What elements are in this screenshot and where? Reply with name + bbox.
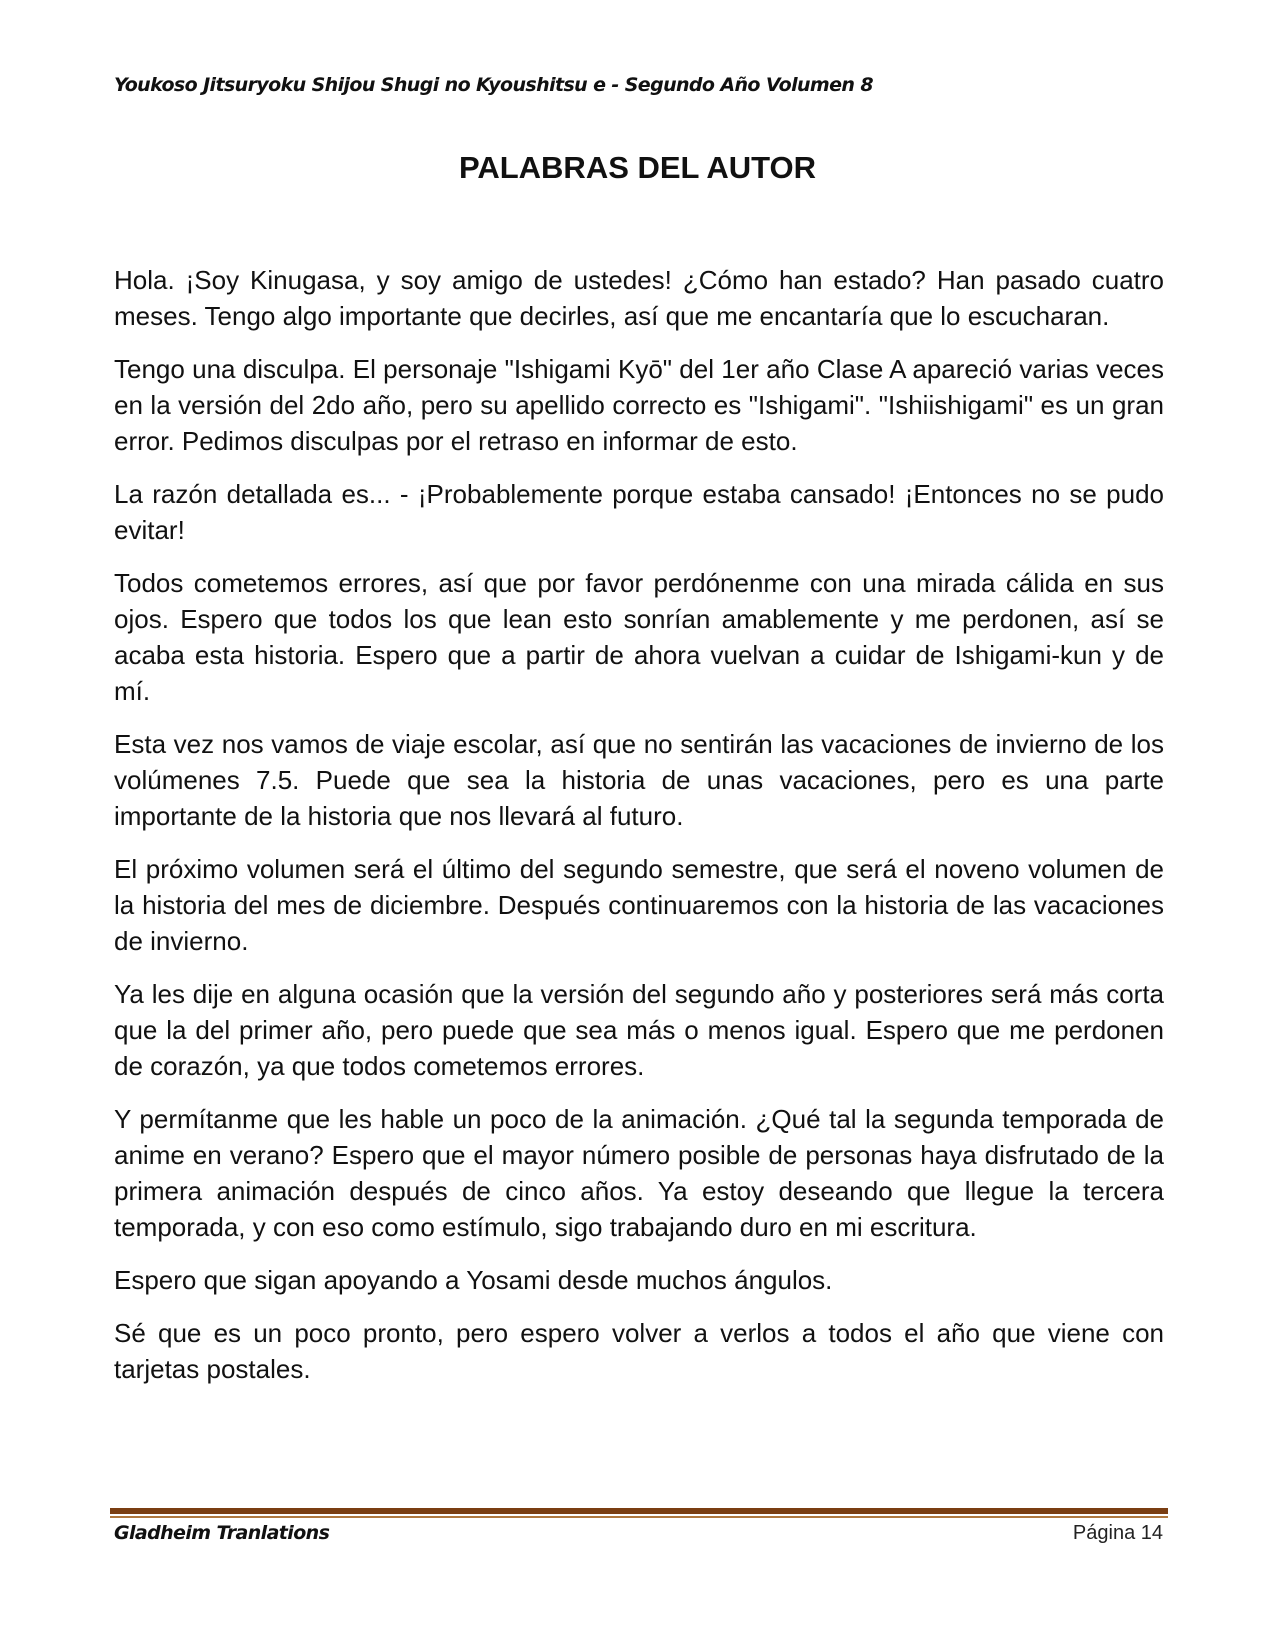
paragraph: La razón detallada es... - ¡Probablemente porque estaba cansado! ¡Entonces no se pudo evitar!: [114, 479, 1164, 545]
footer-divider: [110, 1508, 1168, 1518]
paragraph: Esta vez nos vamos de viaje escolar, así que no sentirán las vacaciones de invierno de los volúmenes 7.5. Puede que sea la historia de unas vacaciones, pero es una parte importante de la historia que nos llevará al futuro.: [114, 729, 1164, 831]
paragraph: Todos cometemos errores, así que por favor perdónenme con una mirada cálida en sus ojos. Espero que todos los que lean esto sonrían amablemente y me perdonen, así se acaba esta historia. Espero que a partir de ahora vuelvan a cuidar de Ishigami-kun y de mí.: [114, 568, 1164, 706]
paragraph: Sé que es un poco pronto, pero espero volver a verlos a todos el año que viene con tarjetas postales.: [114, 1318, 1164, 1384]
body-text: [114, 262, 1164, 1404]
paragraph: Y permítanme que les hable un poco de la animación. ¿Qué tal la segunda temporada de anime en verano? Espero que el mayor número posible de personas haya disfrutado de la primera animación después de cinco años. Ya estoy deseando que llegue la tercera temporada, y con eso como estímulo, sigo trabajando duro en mi escritura.: [114, 1104, 1164, 1242]
paragraph: Tengo una disculpa. El personaje "Ishigami Kyō" del 1er año Clase A apareció varias veces en la versión del 2do año, pero su apellido correcto es "Ishigami". "Ishiishigami" es un gran error. Pedimos disculpas por el retraso en informar de esto.: [114, 354, 1164, 456]
paragraph: Espero que sigan apoyando a Yosami desde muchos ángulos.: [114, 1265, 833, 1295]
paragraph: El próximo volumen será el último del segundo semestre, que será el noveno volumen de la historia del mes de diciembre. Después continuaremos con la historia de las vacaciones de invierno.: [114, 854, 1164, 956]
paragraph: Ya les dije en alguna ocasión que la versión del segundo año y posteriores será más corta que la del primer año, pero puede que sea más o menos igual. Espero que me perdonen de corazón, ya que todos cometemos errores.: [114, 979, 1164, 1081]
page-number: Página 14: [1072, 1522, 1163, 1544]
running-header: Youkoso Jitsuryoku Shijou Shugi no Kyoushitsu e - Segundo Año Volumen 8: [114, 74, 873, 96]
footer-publisher: Gladheim Tranlations: [114, 1522, 330, 1544]
paragraph: Hola. ¡Soy Kinugasa, y soy amigo de ustedes! ¿Cómo han estado? Han pasado cuatro meses. Tengo algo importante que decirles, así que me encantaría que lo escucharan.: [114, 265, 1164, 331]
page-title: PALABRAS DEL AUTOR: [458, 150, 817, 185]
